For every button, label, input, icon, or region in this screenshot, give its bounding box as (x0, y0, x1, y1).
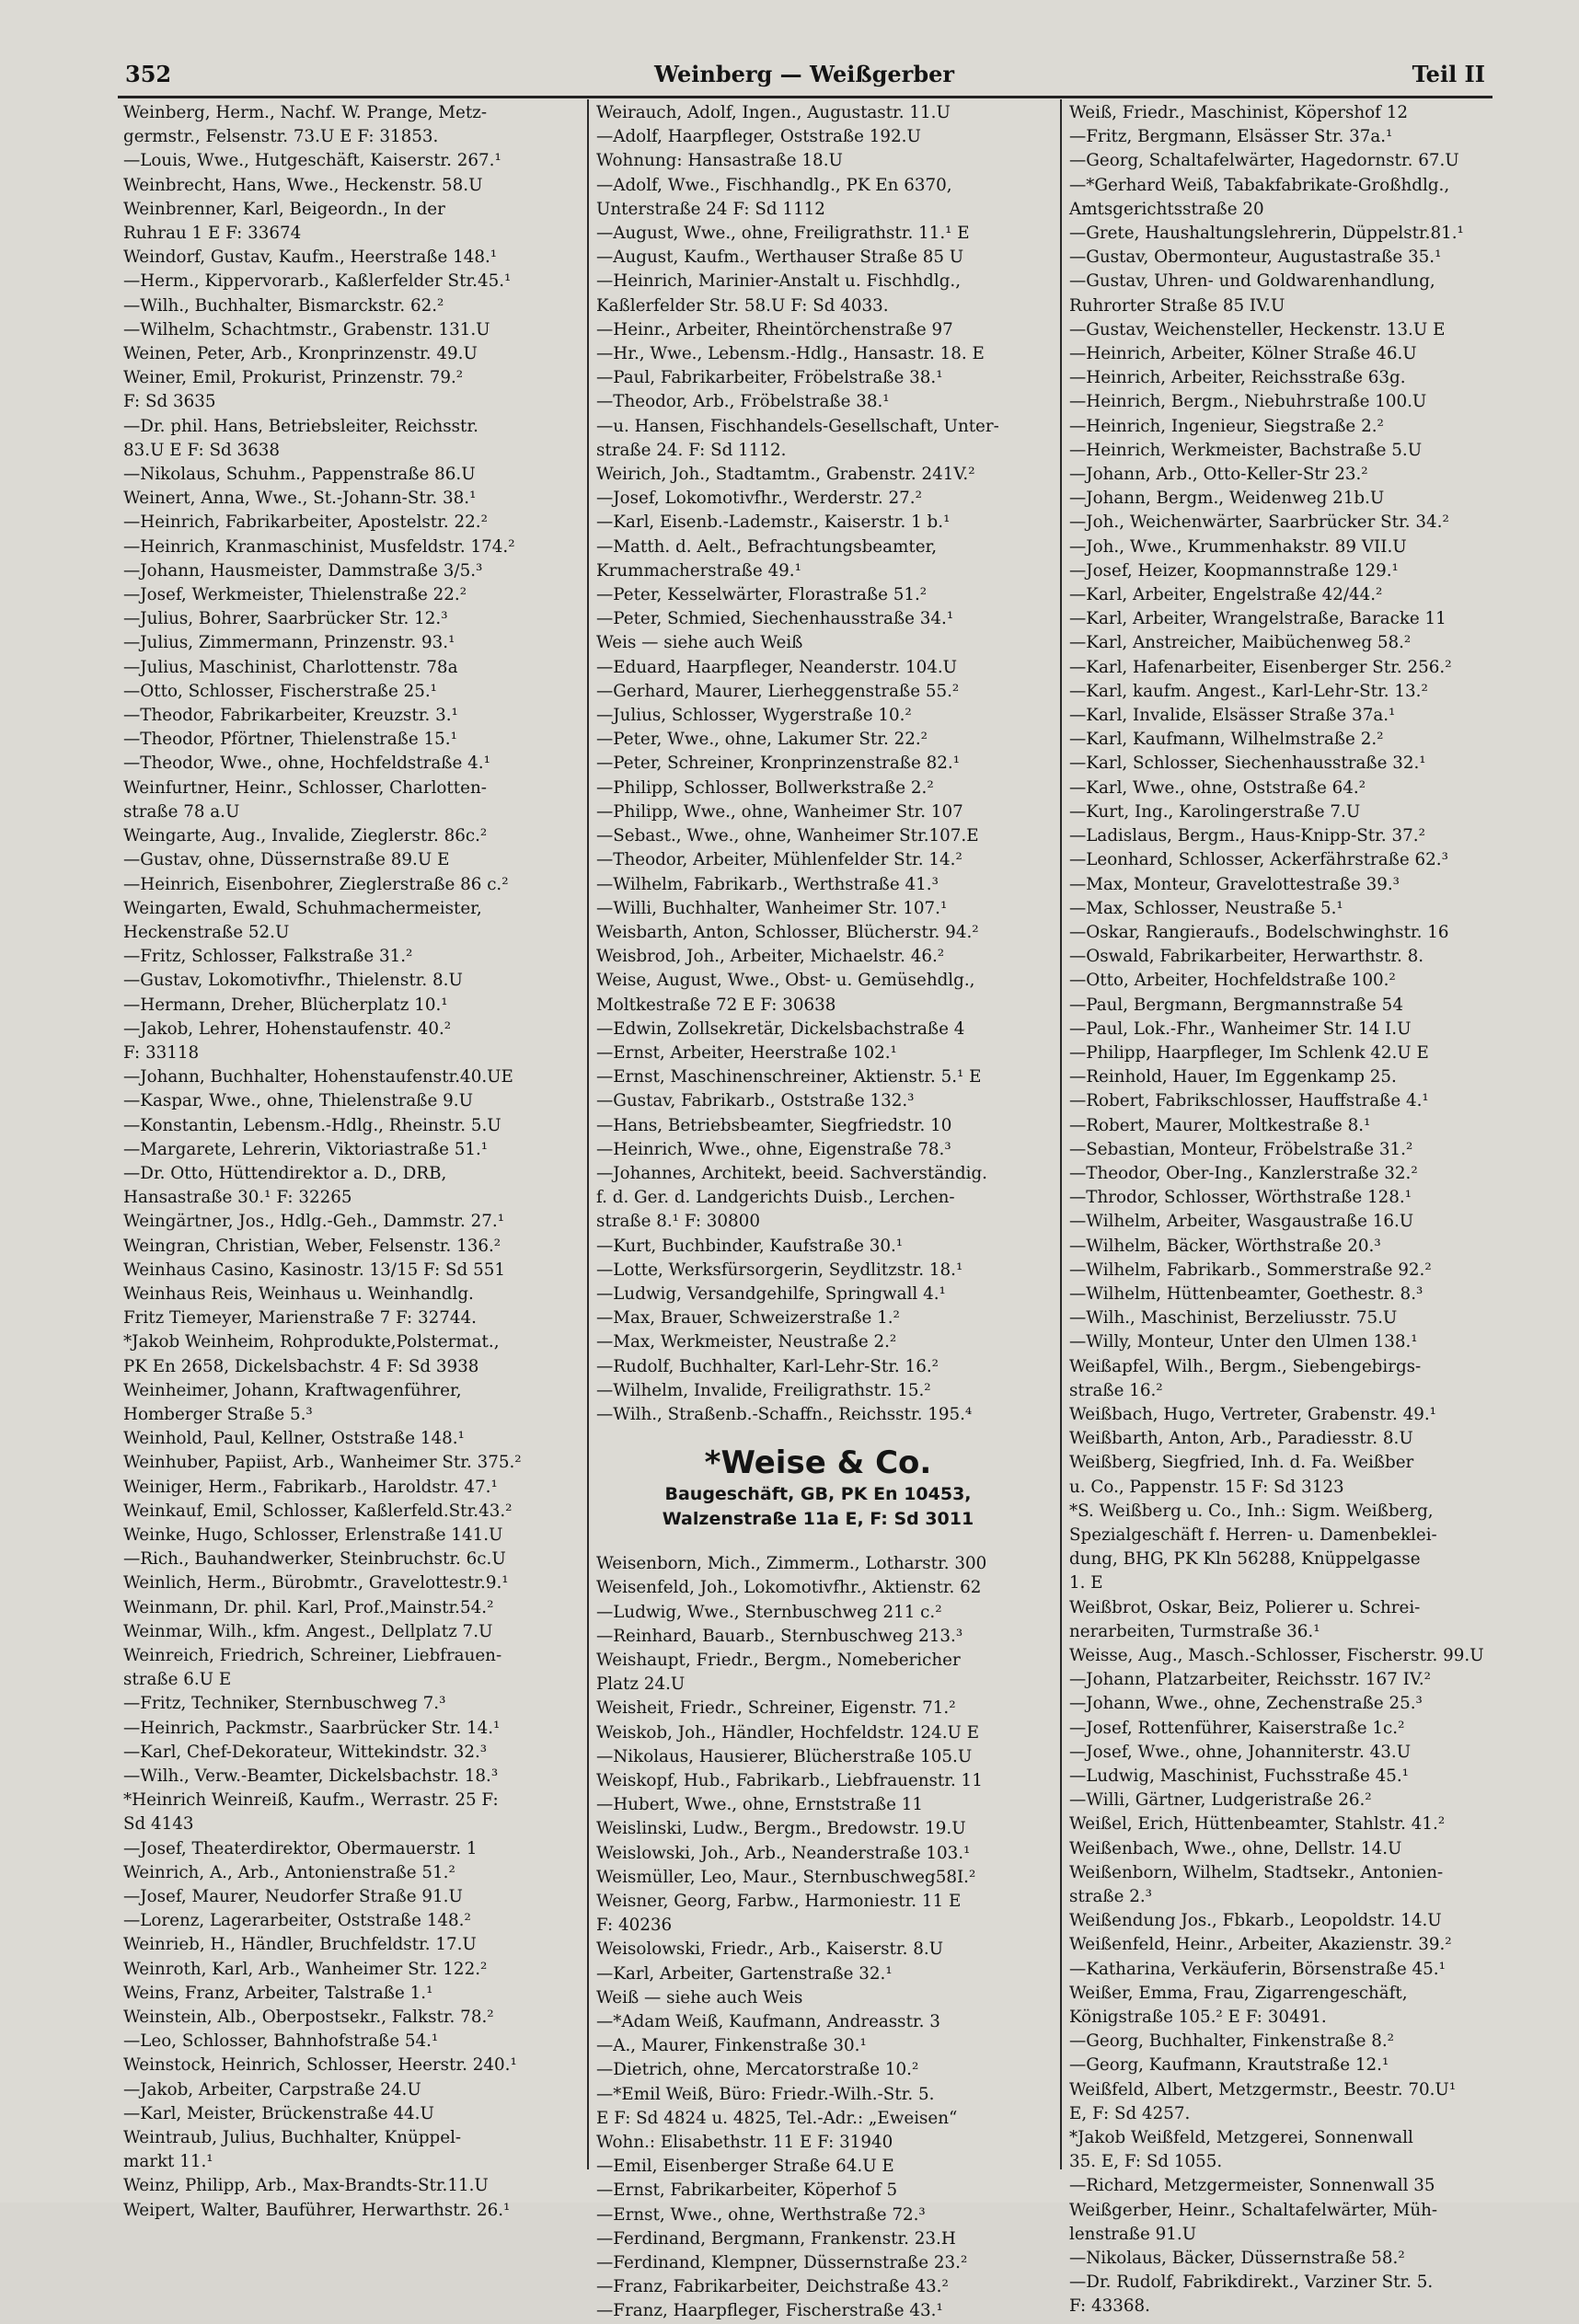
directory-entry: —Fritz, Techniker, Sternbuschweg 7.³ (123, 1694, 446, 1714)
directory-entry: F: 43368. (1069, 2296, 1150, 2317)
directory-entry: —Dr. Otto, Hüttendirektor a. D., DRB, (123, 1163, 447, 1183)
directory-entry: —Josef, Wwe., ohne, Johanniterstr. 43.U (1069, 1742, 1412, 1762)
directory-entry: —Robert, Fabrikschlosser, Hauffstraße 4.¹ (1069, 1091, 1429, 1111)
directory-entry: —Ludwig, Wwe., Sternbuschweg 211 c.² (596, 1602, 942, 1622)
directory-entry: —Gustav, Lokomotivfhr., Thielenstr. 8.U (123, 971, 463, 991)
directory-entry: —Josef, Lokomotivfhr., Werderstr. 27.² (596, 489, 922, 509)
directory-entry: —Nikolaus, Bäcker, Düssernstraße 58.² (1069, 2249, 1405, 2269)
directory-entry: —Heinrich, Kranmaschinist, Musfeldstr. 174.² (123, 536, 515, 557)
directory-entry: Weins, Franz, Arbeiter, Talstraße 1.¹ (123, 1983, 433, 2003)
directory-entry: Weisse, Aug., Masch.-Schlosser, Fischerstr. 99.U (1069, 1646, 1484, 1665)
directory-entry: Weinmann, Dr. phil. Karl, Prof.,Mainstr.54.² (123, 1597, 494, 1617)
directory-entry: —Max, Schlosser, Neustraße 5.¹ (1069, 898, 1343, 918)
directory-entry: Weinke, Hugo, Schlosser, Erlenstraße 141.U (123, 1524, 503, 1545)
directory-entry: Weiß — siehe auch Weis (596, 1987, 803, 2008)
directory-entry: Weinrich, A., Arb., Antonienstraße 51.² (123, 1862, 455, 1882)
directory-entry: straße 8.¹ F: 30800 (596, 1212, 760, 1232)
directory-entry: Weingärtner, Jos., Hdlg.-Geh., Dammstr. 27.¹ (123, 1212, 505, 1232)
directory-entry: Homberger Straße 5.³ (123, 1404, 313, 1424)
directory-entry: —Paul, Fabrikarbeiter, Fröbelstraße 38.¹ (596, 368, 943, 388)
directory-entry: —Lotte, Werksfürsorgerin, Seydlitzstr. 18.¹ (596, 1260, 963, 1280)
directory-entry: Weisolowski, Friedr., Arb., Kaiserstr. 8.U (596, 1939, 944, 1960)
directory-entry: —*Gerhard Weiß, Tabakfabrikate-Großhdlg., (1069, 175, 1450, 195)
directory-entry: Weißel, Erich, Hüttenbeamter, Stahlstr. 41.² (1069, 1814, 1446, 1835)
directory-entry: —Karl, Wwe., ohne, Oststraße 64.² (1069, 777, 1366, 798)
directory-entry: —Karl, Schlosser, Siechenhausstraße 32.¹ (1069, 754, 1426, 774)
directory-entry: Weinkauf, Emil, Schlosser, Kaßlerfeld.Str.43.² (123, 1501, 513, 1521)
directory-entry: —Ferdinand, Bergmann, Frankenstr. 23.H (596, 2228, 956, 2249)
directory-entry: Weinhuber, Papiist, Arb., Wanheimer Str. 375.² (123, 1453, 522, 1473)
advertisement-weise-co (596, 1444, 1040, 1532)
directory-entry: Weisner, Georg, Farbw., Harmoniestr. 11 E (596, 1892, 962, 1912)
directory-entry: —Ernst, Maschinenschreiner, Aktienstr. 5.¹ E (596, 1067, 982, 1087)
directory-entry: markt 11.¹ (123, 2152, 213, 2172)
directory-entry: —Adolf, Wwe., Fischhandlg., PK En 6370, (596, 175, 952, 195)
directory-entry: Platz 24.U (596, 1674, 686, 1695)
directory-entry: —Heinrich, Eisenbohrer, Zieglerstraße 86 c.² (123, 874, 509, 894)
directory-entry: Weinstock, Heinrich, Schlosser, Heerstr. 240.¹ (123, 2055, 517, 2076)
directory-entry: Wohn.: Elisabethstr. 11 E F: 31940 (596, 2133, 893, 2153)
directory-entry: —Peter, Wwe., ohne, Lakumer Str. 22.² (596, 730, 928, 750)
directory-entry: —Reinhard, Bauarb., Sternbuschweg 213.³ (596, 1626, 963, 1646)
directory-entry: Weintraub, Julius, Buchhalter, Knüppel- (123, 2128, 462, 2148)
directory-entry: Weishaupt, Friedr., Bergm., Nomebericher (596, 1650, 961, 1670)
directory-entry: —Josef, Maurer, Neudorfer Straße 91.U (123, 1887, 463, 1907)
directory-entry: Weißenbach, Wwe., ohne, Dellstr. 14.U (1069, 1838, 1402, 1858)
directory-entry: —Wilhelm, Schachtmstr., Grabenstr. 131.U (123, 319, 490, 339)
directory-entry: —Fritz, Schlosser, Falkstraße 31.² (123, 947, 413, 967)
directory-entry: —Max, Brauer, Schweizerstraße 1.² (596, 1308, 900, 1329)
directory-entry: —Margarete, Lehrerin, Viktoriastraße 51.¹ (123, 1139, 489, 1159)
page-number: 352 (125, 61, 172, 87)
directory-entry: —Gerhard, Maurer, Lierheggenstraße 55.² (596, 681, 960, 701)
directory-entry: —Karl, Invalide, Elsässer Straße 37a.¹ (1069, 706, 1396, 726)
directory-entry: —Hans, Betriebsbeamter, Siegfriedstr. 10 (596, 1115, 952, 1135)
directory-entry: —Wilh., Maschinist, Berzeliusstr. 75.U (1069, 1308, 1398, 1329)
directory-entry: —Ferdinand, Klempner, Düssernstraße 23.² (596, 2253, 968, 2273)
directory-entry: —Philipp, Schlosser, Bollwerkstraße 2.² (596, 777, 934, 798)
directory-entry: —Dr. phil. Hans, Betriebsleiter, Reichsstr. (123, 416, 478, 436)
directory-entry: —Karl, Arbeiter, Wrangelstraße, Baracke 11 (1069, 609, 1446, 629)
directory-entry: Hansastraße 30.¹ F: 32265 (123, 1188, 352, 1208)
directory-entry: —Johann, Wwe., ohne, Zechenstraße 25.³ (1069, 1694, 1423, 1714)
directory-entry: —Karl, Anstreicher, Maibüchenweg 58.² (1069, 633, 1412, 653)
directory-entry: —Edwin, Zollsekretär, Dickelsbachstraße 4 (596, 1018, 965, 1039)
directory-entry: —Dietrich, ohne, Mercatorstraße 10.² (596, 2060, 919, 2080)
directory-entry: —Sebastian, Monteur, Fröbelstraße 31.² (1069, 1139, 1413, 1159)
directory-entry: —Johann, Bergm., Weidenweg 21b.U (1069, 489, 1385, 509)
directory-entry: —Paul, Lok.-Fhr., Wanheimer Str. 14 I.U (1069, 1018, 1412, 1039)
directory-entry: —Willi, Buchhalter, Wanheimer Str. 107.¹ (596, 898, 948, 918)
directory-entry: —Sebast., Wwe., ohne, Wanheimer Str.107.E (596, 826, 979, 846)
directory-entry: —Leonhard, Schlosser, Ackerfährstraße 62.³ (1069, 850, 1448, 870)
directory-entry: Weingarte, Aug., Invalide, Zieglerstr. 86c.² (123, 826, 488, 846)
directory-entry: —Philipp, Wwe., ohne, Wanheimer Str. 107 (596, 801, 963, 822)
directory-entry: nerarbeiten, Turmstraße 36.¹ (1069, 1621, 1320, 1641)
directory-entry: —Johann, Buchhalter, Hohenstaufenstr.40.UE (123, 1067, 513, 1087)
directory-entry: —Louis, Wwe., Hutgeschäft, Kaiserstr. 267.¹ (123, 151, 501, 171)
directory-entry: —Georg, Buchhalter, Finkenstraße 8.² (1069, 2031, 1394, 2052)
directory-entry: straße 24. F: Sd 1112. (596, 440, 787, 460)
directory-entry: Weiskob, Joh., Händler, Hochfeldstr. 124.U E (596, 1722, 980, 1743)
directory-entry: —Peter, Kesselwärter, Florastraße 51.² (596, 585, 928, 605)
directory-entry: straße 16.² (1069, 1380, 1163, 1400)
directory-entry: —Matth. d. Aelt., Befrachtungsbeamter, (596, 536, 938, 557)
directory-entry: —Theodor, Pförtner, Thielenstraße 15.¹ (123, 730, 457, 750)
directory-entry: —Wilhelm, Fabrikarb., Sommerstraße 92.² (1069, 1260, 1432, 1280)
directory-entry: Weißenborn, Wilhelm, Stadtsekr., Antonien- (1069, 1862, 1444, 1882)
directory-entry: —Peter, Schreiner, Kronprinzenstraße 82.¹ (596, 754, 961, 774)
directory-entry: —Rich., Bauhandwerker, Steinbruchstr. 6c.U (123, 1549, 506, 1570)
directory-entry: Weinhaus Casino, Kasinostr. 13/15 F: Sd 551 (123, 1260, 505, 1280)
directory-entry: —Kurt, Buchbinder, Kaufstraße 30.¹ (596, 1236, 904, 1256)
directory-entry: *Jakob Weinheim, Rohprodukte,Polstermat., (123, 1332, 500, 1352)
directory-entry: Heckenstraße 52.U (123, 922, 290, 942)
directory-entry: —Hermann, Dreher, Blücherplatz 10.¹ (123, 995, 448, 1015)
directory-entry: Weinz, Philipp, Arb., Max-Brandts-Str.11.U (123, 2176, 489, 2196)
directory-entry: F: 40236 (596, 1916, 673, 1936)
directory-entry: —Eduard, Haarpfleger, Neanderstr. 104.U (596, 657, 958, 677)
directory-entry: —Wilhelm, Fabrikarb., Werthstraße 41.³ (596, 874, 939, 894)
directory-entry: —Josef, Heizer, Koopmannstraße 129.¹ (1069, 560, 1399, 581)
directory-entry: dung, BHG, PK Kln 56288, Knüppelgasse (1069, 1549, 1421, 1570)
directory-entry: Weinberg, Herm., Nachf. W. Prange, Metz- (123, 103, 487, 122)
directory-entry: —Ernst, Wwe., ohne, Werthstraße 72.³ (596, 2204, 926, 2225)
directory-entry: Weißendung Jos., Fbkarb., Leopoldstr. 14.U (1069, 1911, 1442, 1931)
directory-entry: Weiß, Friedr., Maschinist, Köpershof 12 (1069, 103, 1409, 122)
directory-entry: Weislowski, Joh., Arb., Neanderstraße 103.¹ (596, 1843, 971, 1863)
directory-entry: —Ernst, Fabrikarbeiter, Köperhof 5 (596, 2180, 898, 2201)
directory-entry: —Nikolaus, Hausierer, Blücherstraße 105.U (596, 1746, 973, 1766)
directory-entry: Weißbach, Hugo, Vertreter, Grabenstr. 49.¹ (1069, 1404, 1436, 1424)
directory-entry: —Otto, Schlosser, Fischerstraße 25.¹ (123, 681, 438, 701)
directory-entry: —Robert, Maurer, Moltkestraße 8.¹ (1069, 1115, 1371, 1135)
directory-entry: —Karl, Eisenb.-Lademstr., Kaiserstr. 1 b.¹ (596, 512, 951, 533)
directory-entry: Weißenfeld, Heinr., Arbeiter, Akazienstr. 39.² (1069, 1935, 1452, 1955)
directory-entry: —Heinrich, Ingenieur, Siegstraße 2.² (1069, 416, 1384, 436)
directory-entry: —Julius, Zimmermann, Prinzenstr. 93.¹ (123, 633, 455, 653)
directory-entry: —Jakob, Lehrer, Hohenstaufenstr. 40.² (123, 1018, 452, 1039)
ad-line-2: Walzenstraße 11a E, F: Sd 3011 (662, 1509, 974, 1530)
directory-entry: Weinen, Peter, Arb., Kronprinzenstr. 49.U (123, 344, 478, 364)
directory-entry: Weirauch, Adolf, Ingen., Augustastr. 11.U (596, 103, 951, 122)
directory-entry: —Max, Werkmeister, Neustraße 2.² (596, 1332, 897, 1352)
directory-entry: —Karl, Arbeiter, Gartenstraße 32.¹ (596, 1963, 893, 1984)
directory-entry: —August, Kaufm., Werthauser Straße 85 U (596, 247, 964, 268)
directory-entry: —Kaspar, Wwe., ohne, Thielenstraße 9.U (123, 1091, 473, 1111)
directory-entry: Weißer, Emma, Frau, Zigarrengeschäft, (1069, 1983, 1408, 2003)
directory-entry: —Karl, Chef-Dekorateur, Wittekindstr. 32.³ (123, 1742, 488, 1762)
directory-entry: Weinheimer, Johann, Kraftwagenführer, (123, 1380, 462, 1400)
directory-entry: u. Co., Pappenstr. 15 F: Sd 3123 (1069, 1477, 1344, 1497)
directory-entry: —Karl, Kaufmann, Wilhelmstraße 2.² (1069, 730, 1384, 750)
directory-entry: —Heinrich, Packmstr., Saarbrücker Str. 14.¹ (123, 1718, 501, 1738)
directory-entry: —Gustav, Obermonteur, Augustastraße 35.¹ (1069, 247, 1442, 268)
directory-entry: —Wilhelm, Hüttenbeamter, Goethestr. 8.³ (1069, 1283, 1423, 1304)
directory-entry: —Josef, Theaterdirektor, Obermauerstr. 1 (123, 1838, 478, 1858)
directory-entry: Weißapfel, Wilh., Bergm., Siebengebirgs- (1069, 1356, 1422, 1376)
directory-entry: —Peter, Schmied, Siechenhausstraße 34.¹ (596, 609, 954, 629)
directory-entry: —*Adam Weiß, Kaufmann, Andreasstr. 3 (596, 2012, 940, 2032)
directory-entry: —Lorenz, Lagerarbeiter, Oststraße 148.² (123, 1911, 471, 1931)
directory-entry: —Wilh., Buchhalter, Bismarckstr. 62.² (123, 295, 444, 316)
directory-entry: Königstraße 105.² E F: 30491. (1069, 2008, 1327, 2028)
part-label: Teil II (1412, 61, 1485, 87)
directory-entry: —u. Hansen, Fischhandels-Gesellschaft, Unter- (596, 416, 999, 436)
directory-entry: straße 78 a.U (123, 801, 240, 822)
directory-entry: —Joh., Weichenwärter, Saarbrücker Str. 34.² (1069, 512, 1449, 533)
directory-entry: —Otto, Arbeiter, Hochfeldstraße 100.² (1069, 971, 1396, 991)
directory-entry: f. d. Ger. d. Landgerichts Duisb., Lerchen- (596, 1188, 955, 1208)
directory-entry: —Leo, Schlosser, Bahnhofstraße 54.¹ (123, 2031, 439, 2052)
directory-entry: Weisbarth, Anton, Schlosser, Blücherstr. 94.² (596, 922, 979, 942)
directory-entry: Weinreich, Friedrich, Schreiner, Liebfrauen- (123, 1646, 502, 1665)
directory-entry: —Karl, Arbeiter, Engelstraße 42/44.² (1069, 585, 1383, 605)
directory-entry: —Georg, Kaufmann, Krautstraße 12.¹ (1069, 2055, 1389, 2076)
directory-entry: —Throdor, Schlosser, Wörthstraße 128.¹ (1069, 1188, 1412, 1208)
directory-entry: Weinstein, Alb., Oberpostsekr., Falkstr. 78.² (123, 2008, 494, 2028)
directory-entry: germstr., Felsenstr. 73.U E F: 31853. (123, 127, 439, 147)
directory-entry: —Theodor, Ober-Ing., Kanzlerstraße 32.² (1069, 1163, 1418, 1183)
directory-entry: E, F: Sd 4257. (1069, 2103, 1191, 2123)
directory-entry: Weise, August, Wwe., Obst- u. Gemüsehdlg., (596, 971, 975, 991)
directory-entry: —Gustav, Weichensteller, Heckenstr. 13.U E (1069, 319, 1446, 339)
directory-entry: Weiskopf, Hub., Fabrikarb., Liebfrauenstr. 11 (596, 1771, 983, 1790)
directory-entry: —Heinrich, Marinier-Anstalt u. Fischhdlg., (596, 271, 962, 292)
directory-entry: Ruhrau 1 E F: 33674 (123, 224, 302, 244)
directory-entry: Weißberg, Siegfried, Inh. d. Fa. Weißber (1069, 1453, 1414, 1473)
directory-entry: —Ladislaus, Bergm., Haus-Knipp-Str. 37.² (1069, 826, 1425, 846)
directory-entry: Weinmar, Wilh., kfm. Angest., Dellplatz 7.U (123, 1621, 493, 1641)
directory-entry: —Hubert, Wwe., ohne, Ernststraße 11 (596, 1795, 923, 1815)
directory-entry: —Emil, Eisenberger Straße 64.U E (596, 2157, 894, 2177)
directory-entry: —Franz, Haarpfleger, Fischerstraße 43.¹ (596, 2301, 943, 2321)
directory-entry: —Heinrich, Wwe., ohne, Eigenstraße 78.³ (596, 1139, 951, 1159)
directory-entry: Weißbrot, Oskar, Beiz, Polierer u. Schrei- (1069, 1597, 1421, 1617)
directory-entry: —Heinrich, Fabrikarbeiter, Apostelstr. 22.² (123, 512, 488, 533)
directory-entry: Weinert, Anna, Wwe., St.-Johann-Str. 38.¹ (123, 489, 477, 509)
ad-line-1: Baugeschäft, GB, PK En 10453, (664, 1484, 972, 1505)
directory-entry: *S. Weißberg u. Co., Inh.: Sigm. Weißberg, (1069, 1501, 1434, 1521)
directory-entry: Weislinski, Ludw., Bergm., Bredowstr. 19.U (596, 1819, 966, 1839)
directory-entry: —Johann, Platzarbeiter, Reichsstr. 167 IV.² (1069, 1670, 1431, 1690)
directory-entry: Weißbarth, Anton, Arb., Paradiesstr. 8.U (1069, 1429, 1413, 1449)
directory-entry: —Paul, Bergmann, Bergmannstraße 54 (1069, 995, 1403, 1015)
directory-entry: —Wilh., Straßenb.-Schaffn., Reichsstr. 195.⁴ (596, 1404, 973, 1424)
directory-entry: —Georg, Schaltafelwärter, Hagedornstr. 67.U (1069, 151, 1459, 171)
directory-entry: Weingran, Christian, Weber, Felsenstr. 136.² (123, 1236, 501, 1256)
directory-entry: —Wilhelm, Invalide, Freiligrathstr. 15.² (596, 1380, 931, 1400)
directory-entry: F: 33118 (123, 1042, 200, 1063)
directory-entry: —August, Wwe., ohne, Freiligrathstr. 11.¹ E (596, 224, 970, 244)
directory-entry: Weißgerber, Heinr., Schaltafelwärter, Müh- (1069, 2200, 1438, 2220)
directory-entry: —Joh., Wwe., Krummenhakstr. 89 VII.U (1069, 536, 1407, 557)
directory-entry: —Adolf, Haarpfleger, Oststraße 192.U (596, 127, 921, 147)
directory-entry: —Ludwig, Versandgehilfe, Springwall 4.¹ (596, 1283, 946, 1304)
directory-entry: Krummacherstraße 49.¹ (596, 560, 801, 581)
directory-entry: —Wilhelm, Arbeiter, Wasgaustraße 16.U (1069, 1212, 1414, 1232)
directory-entry: Weisenfeld, Joh., Lokomotivfhr., Aktienstr. 62 (596, 1578, 982, 1598)
directory-entry: *Heinrich Weinreiß, Kaufm., Werrastr. 25 F: (123, 1790, 499, 1811)
column-2 (596, 101, 1040, 2321)
directory-entry: Weißfeld, Albert, Metzgermstr., Beestr. 70.U¹ (1069, 2079, 1457, 2100)
directory-entry: F: Sd 3635 (123, 392, 216, 412)
directory-entry: —Heinrich, Arbeiter, Kölner Straße 46.U (1069, 344, 1417, 364)
directory-entry: Wohnung: Hansastraße 18.U (596, 151, 843, 171)
directory-entry: —Johann, Hausmeister, Dammstraße 3/5.³ (123, 560, 483, 581)
directory-entry: —Ludwig, Maschinist, Fuchsstraße 45.¹ (1069, 1766, 1410, 1787)
column-1 (123, 101, 567, 2220)
directory-entry: Fritz Tiemeyer, Marienstraße 7 F: 32744. (123, 1308, 477, 1329)
directory-entry: —Julius, Bohrer, Saarbrücker Str. 12.³ (123, 609, 448, 629)
directory-entry: —*Emil Weiß, Büro: Friedr.-Wilh.-Str. 5. (596, 2084, 935, 2104)
directory-entry: —Wilh., Verw.-Beamter, Dickelsbachstr. 18.³ (123, 1766, 499, 1787)
directory-entry: Moltkestraße 72 E F: 30638 (596, 995, 836, 1015)
directory-entry: Weisheit, Friedr., Schreiner, Eigenstr. 71.² (596, 1698, 956, 1719)
directory-entry: —Julius, Maschinist, Charlottenstr. 78a (123, 657, 458, 677)
page-header (118, 57, 1491, 96)
directory-entry: —Josef, Werkmeister, Thielenstraße 22.² (123, 585, 467, 605)
column-2-bottom-entries (596, 1552, 1040, 2324)
directory-entry: Amtsgerichtsstraße 20 (1069, 199, 1264, 219)
directory-entry: —Richard, Metzgermeister, Sonnenwall 35 (1069, 2176, 1435, 2196)
directory-entry: Weisbrod, Joh., Arbeiter, Michaelstr. 46.² (596, 947, 945, 967)
ad-company-name: *Weise & Co. (704, 1444, 932, 1482)
directory-entry: Weindorf, Gustav, Kaufm., Heerstraße 148.¹ (123, 247, 498, 268)
directory-entry: Kaßlerfelder Str. 58.U F: Sd 4033. (596, 295, 889, 316)
directory-entry: 35. E, F: Sd 1055. (1069, 2152, 1223, 2172)
directory-entry: Ruhrorter Straße 85 IV.U (1069, 295, 1285, 316)
directory-entry: —Oskar, Rangieraufs., Bodelschwinghstr. 16 (1069, 922, 1449, 942)
directory-entry: Weisenborn, Mich., Zimmerm., Lotharstr. 300 (596, 1554, 987, 1574)
directory-entry: —Dr. Rudolf, Fabrikdirekt., Varziner Str. 5. (1069, 2272, 1434, 2293)
directory-entry: —Willy, Monteur, Unter den Ulmen 138.¹ (1069, 1332, 1418, 1352)
directory-entry: —Oswald, Fabrikarbeiter, Herwarthstr. 8. (1069, 947, 1424, 967)
directory-entry: Weinbrenner, Karl, Beigeordn., In der (123, 199, 445, 219)
directory-entry: —Gustav, ohne, Düssernstraße 89.U E (123, 850, 450, 870)
directory-entry: Weingarten, Ewald, Schuhmachermeister, (123, 898, 482, 918)
directory-entry: Weinlich, Herm., Bürobmtr., Gravelottestr.9.¹ (123, 1573, 509, 1593)
directory-entry: —Herm., Kippervorarb., Kaßlerfelder Str.45.¹ (123, 271, 512, 292)
directory-entry: Sd 4143 (123, 1814, 194, 1835)
directory-entry: —Hr., Wwe., Lebensm.-Hdlg., Hansastr. 18. E (596, 344, 985, 364)
directory-entry: 83.U E F: Sd 3638 (123, 440, 281, 460)
directory-entry: —Karl, Meister, Brückenstraße 44.U (123, 2103, 434, 2123)
directory-entry: Weinhold, Paul, Kellner, Oststraße 148.¹ (123, 1429, 465, 1449)
directory-entry: E F: Sd 4824 u. 4825, Tel.-Adr.: „Eweisen“ (596, 2108, 958, 2128)
directory-entry: straße 2.³ (1069, 1887, 1152, 1907)
directory-entry: —Heinrich, Bergm., Niebuhrstraße 100.U (1069, 392, 1427, 412)
directory-entry: 1. E (1069, 1573, 1103, 1593)
directory-entry: —Wilhelm, Bäcker, Wörthstraße 20.³ (1069, 1236, 1381, 1256)
directory-entry: Unterstraße 24 F: Sd 1112 (596, 199, 825, 219)
directory-entry: lenstraße 91.U (1069, 2224, 1197, 2244)
directory-entry: Spezialgeschäft f. Herren- u. Damenbeklei- (1069, 1524, 1437, 1545)
column-2-top-entries (596, 101, 1040, 1427)
directory-entry: Weismüller, Leo, Maur., Sternbuschweg58I.² (596, 1867, 976, 1887)
directory-entry: —Katharina, Verkäuferin, Börsenstraße 45.¹ (1069, 1959, 1446, 1979)
directory-entry: —Theodor, Arb., Fröbelstraße 38.¹ (596, 392, 890, 412)
directory-entry: —Fritz, Bergmann, Elsässer Str. 37a.¹ (1069, 127, 1393, 147)
directory-entry: Weinrieb, H., Händler, Bruchfeldstr. 17.U (123, 1935, 477, 1955)
directory-entry: —Johannes, Architekt, beeid. Sachverständig. (596, 1163, 987, 1183)
directory-entry: —Julius, Schlosser, Wygerstraße 10.² (596, 706, 912, 726)
column-3 (1069, 101, 1513, 2317)
directory-entry: —Jakob, Arbeiter, Carpstraße 24.U (123, 2079, 421, 2100)
directory-entry: —Gustav, Fabrikarb., Oststraße 132.³ (596, 1091, 915, 1111)
directory-entry: —Kurt, Ing., Karolingerstraße 7.U (1069, 801, 1361, 822)
directory-entry: Weinhaus Reis, Weinhaus u. Weinhandlg. (123, 1283, 474, 1304)
directory-entry: —Karl, Hafenarbeiter, Eisenberger Str. 256.² (1069, 657, 1452, 677)
directory-entry: —Philipp, Haarpfleger, Im Schlenk 42.U E (1069, 1042, 1429, 1063)
directory-entry: Weiniger, Herm., Fabrikarb., Haroldstr. 47.¹ (123, 1477, 498, 1497)
directory-entry: —Konstantin, Lebensm.-Hdlg., Rheinstr. 5.U (123, 1115, 501, 1135)
directory-entry: —Heinr., Arbeiter, Rheintörchenstraße 97 (596, 319, 953, 339)
directory-entry: *Jakob Weißfeld, Metzgerei, Sonnenwall (1069, 2128, 1413, 2148)
directory-entry: —Gustav, Uhren- und Goldwarenhandlung, (1069, 271, 1435, 292)
directory-entry: —Theodor, Wwe., ohne, Hochfeldstraße 4.¹ (123, 754, 490, 774)
directory-entry: —A., Maurer, Finkenstraße 30.¹ (596, 2036, 867, 2056)
directory-entry: —Grete, Haushaltungslehrerin, Düppelstr.81.¹ (1069, 224, 1464, 244)
directory-entry: Weirich, Joh., Stadtamtm., Grabenstr. 241V.² (596, 465, 975, 485)
directory-entry: —Reinhold, Hauer, Im Eggenkamp 25. (1069, 1067, 1397, 1087)
directory-entry: —Theodor, Arbeiter, Mühlenfelder Str. 14.² (596, 850, 962, 870)
directory-entry: Weiner, Emil, Prokurist, Prinzenstr. 79.² (123, 368, 464, 388)
directory-entry: —Heinrich, Werkmeister, Bachstraße 5.U (1069, 440, 1423, 460)
header-rule (118, 96, 1493, 98)
directory-entry: —Willi, Gärtner, Ludgeristraße 26.² (1069, 1790, 1372, 1811)
directory-entry: PK En 2658, Dickelsbachstr. 4 F: Sd 3938 (123, 1356, 479, 1376)
directory-entry: —Josef, Rottenführer, Kaiserstraße 1c.² (1069, 1718, 1405, 1738)
page-title: Weinberg — Weißgerber (653, 61, 955, 87)
directory-entry: Weinfurtner, Heinr., Schlosser, Charlotten- (123, 777, 487, 798)
directory-entry: Weinroth, Karl, Arb., Wanheimer Str. 122.² (123, 1959, 488, 1979)
directory-entry: Weipert, Walter, Bauführer, Herwarthstr. 26.¹ (123, 2200, 511, 2220)
column-divider-2 (1060, 99, 1062, 2169)
directory-entry: —Johann, Arb., Otto-Keller-Str 23.² (1069, 465, 1368, 485)
directory-entry: —Rudolf, Buchhalter, Karl-Lehr-Str. 16.² (596, 1356, 939, 1376)
directory-entry: Weis — siehe auch Weiß (596, 633, 803, 653)
directory-entry: —Theodor, Fabrikarbeiter, Kreuzstr. 3.¹ (123, 706, 458, 726)
directory-entry: —Max, Monteur, Gravelottestraße 39.³ (1069, 874, 1400, 894)
directory-entry: —Ernst, Arbeiter, Heerstraße 102.¹ (596, 1042, 897, 1063)
directory-entry: —Karl, kaufm. Angest., Karl-Lehr-Str. 13.² (1069, 681, 1428, 701)
directory-entry: —Heinrich, Arbeiter, Reichsstraße 63g. (1069, 368, 1406, 388)
directory-entry: —Nikolaus, Schuhm., Pappenstraße 86.U (123, 465, 476, 485)
directory-entry: —Franz, Fabrikarbeiter, Deichstraße 43.² (596, 2277, 949, 2297)
column-divider-1 (587, 99, 589, 2169)
directory-entry: Weinbrecht, Hans, Wwe., Heckenstr. 58.U (123, 175, 483, 195)
directory-entry: straße 6.U E (123, 1670, 232, 1690)
